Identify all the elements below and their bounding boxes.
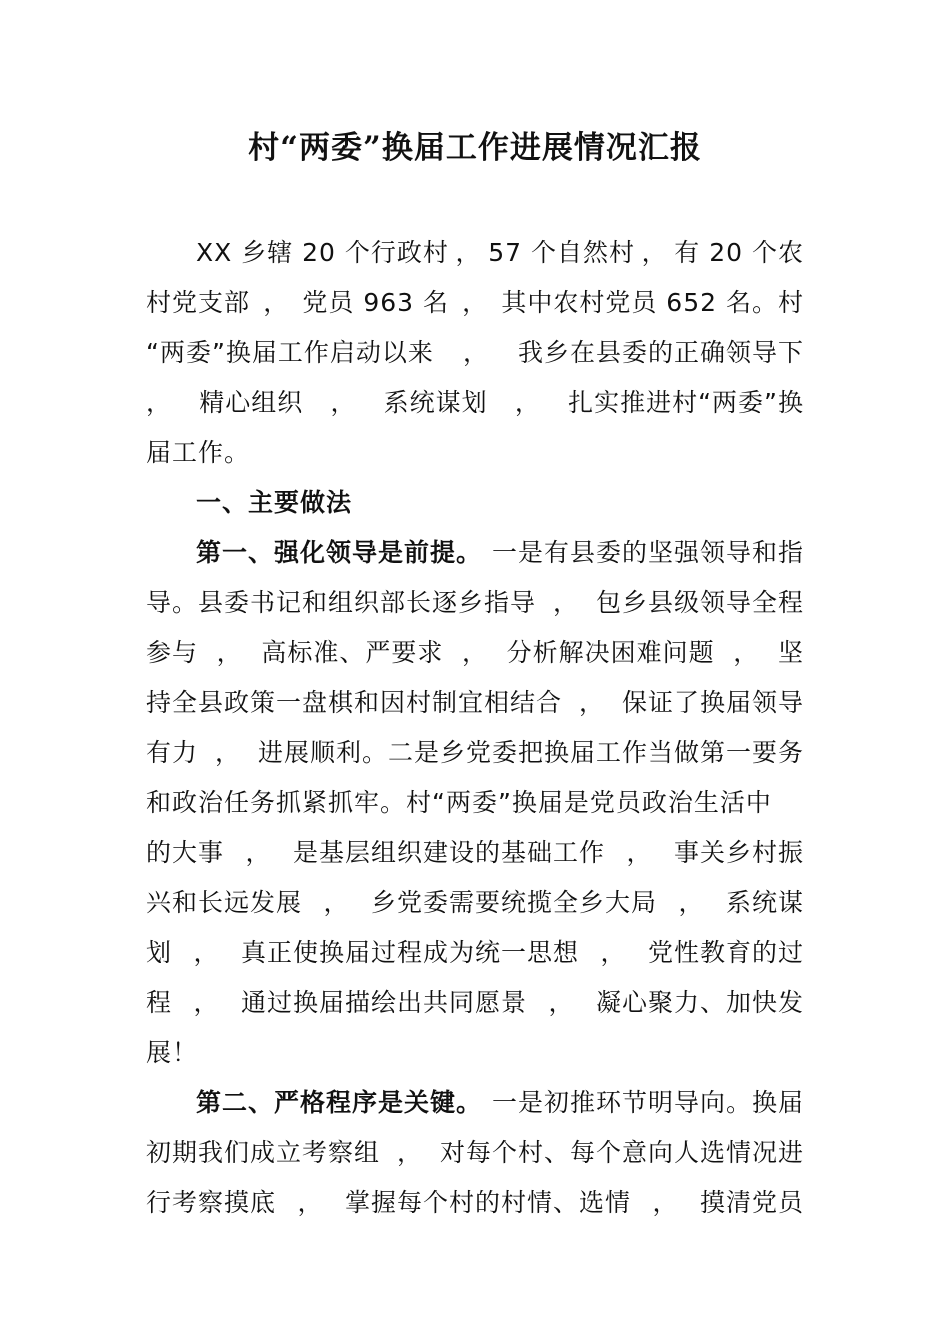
text-segment: 高标准、严要求 [261, 638, 444, 667]
text-segment: 包乡县级领导全程 [595, 588, 804, 617]
text-segment: 程 [146, 988, 173, 1017]
text-segment: ， [193, 988, 220, 1017]
text-segment: 掌握每个村的村情、选情 [344, 1188, 631, 1217]
text-segment: ， [678, 888, 705, 917]
text-line [146, 876, 804, 926]
text-line [146, 376, 804, 426]
text-line [146, 676, 804, 726]
text-segment: ， [245, 838, 272, 867]
text-segment: ， [652, 1188, 679, 1217]
text-line [146, 576, 804, 626]
section-heading [146, 476, 804, 526]
text-segment: 划 [146, 938, 173, 967]
text-segment: 扎实推进村“两委”换 [568, 388, 804, 417]
text-segment: 的大事 [146, 838, 225, 867]
text-segment: XX 乡辖 20 个行政村 [196, 238, 449, 267]
text-segment: ， [578, 688, 605, 717]
text-segment: 事关乡村振 [673, 838, 804, 867]
text-segment: 凝心聚力、加快发 [595, 988, 804, 1017]
text-segment: ， [323, 888, 350, 917]
text-segment: 进展顺利。二是乡党委把换届工作当做第一要务 [257, 738, 804, 767]
text-segment: 真正使换届过程成为统一思想 [240, 938, 579, 967]
text-segment: 是基层组织建设的基础工作 [292, 838, 605, 867]
paragraph-procedure [146, 1076, 804, 1226]
text-segment: 导。县委书记和组织部长逐乡指导 [146, 588, 537, 617]
text-segment: 党性教育的过 [647, 938, 804, 967]
text-segment: 摸清党员 [699, 1188, 804, 1217]
text-segment: 一是有县委的坚强领导和指 [491, 538, 804, 567]
text-segment: ， [455, 238, 482, 267]
text-segment: ， [330, 388, 357, 417]
text-line [146, 626, 804, 676]
text-segment: 兴和长远发展 [146, 888, 303, 917]
text-segment: ， [514, 388, 541, 417]
text-line [146, 276, 804, 326]
section-heading-text: 一、主要做法 [196, 488, 353, 517]
text-segment: ， [297, 1188, 324, 1217]
text-segment: ， [641, 238, 668, 267]
document-title: 村“两委”换届工作进展情况汇报 [248, 130, 702, 166]
text-segment: 精心组织 [199, 388, 304, 417]
text-segment: 和政治任务抓紧抓牢。村“两委”换届是党员政治生活中 [146, 788, 772, 817]
text-segment: 届工作。 [146, 438, 251, 467]
text-segment: ， [146, 388, 173, 417]
intro-paragraph [146, 226, 804, 476]
text-segment: 有力 [146, 738, 199, 767]
text-segment: 初期我们成立考察组 [146, 1138, 381, 1167]
text-line [146, 1126, 804, 1176]
text-segment: 系统谋 [725, 888, 804, 917]
text-segment: 行考察摸底 [146, 1188, 277, 1217]
text-segment: 57 个自然村 [488, 238, 635, 267]
text-segment: 展！ [146, 1038, 199, 1067]
text-segment: 持全县政策一盘棋和因村制宜相结合 [146, 688, 563, 717]
text-line [146, 326, 804, 376]
text-line [146, 776, 804, 826]
text-segment: ， [626, 838, 653, 867]
text-line [146, 726, 804, 776]
text-line [146, 526, 804, 576]
text-segment: ， [462, 288, 489, 317]
text-segment: 通过换届描绘出共同愿景 [240, 988, 527, 1017]
text-line [146, 1026, 804, 1076]
text-segment: ， [548, 988, 575, 1017]
text-segment: 一是初推环节明导向。换届 [491, 1088, 804, 1117]
text-line [146, 226, 804, 276]
document-body [146, 226, 804, 1226]
text-segment: 有 20 个农 [674, 238, 804, 267]
text-line [146, 1176, 804, 1226]
text-segment: ， [193, 938, 220, 967]
text-segment: ， [263, 288, 290, 317]
text-segment: ， [600, 938, 627, 967]
text-line [146, 926, 804, 976]
text-segment: 其中农村党员 652 名。村 [501, 288, 804, 317]
text-segment: ， [733, 638, 760, 667]
text-segment: 保证了换届领导 [621, 688, 804, 717]
text-segment: 分析解决困难问题 [506, 638, 715, 667]
paragraph-lead: 第一、强化领导是前提。 [196, 538, 483, 567]
text-segment: “两委”换届工作启动以来 [146, 338, 434, 367]
paragraph-lead: 第二、严格程序是关键。 [196, 1088, 483, 1117]
text-segment: ， [214, 738, 241, 767]
text-segment: 系统谋划 [383, 388, 488, 417]
text-segment: ， [396, 1138, 423, 1167]
text-segment: 对每个村、每个意向人选情况进 [439, 1138, 804, 1167]
text-line [146, 976, 804, 1026]
text-segment: 村党支部 [146, 288, 251, 317]
text-segment: 我乡在县委的正确领导下 [517, 338, 804, 367]
text-line [146, 426, 804, 476]
text-segment: ， [461, 638, 488, 667]
paragraph-leadership [146, 526, 804, 1076]
text-segment: 坚 [777, 638, 804, 667]
text-segment: 乡党委需要统揽全乡大局 [370, 888, 657, 917]
text-segment: 党员 963 名 [302, 288, 449, 317]
text-line [146, 826, 804, 876]
text-segment: ， [462, 338, 489, 367]
text-segment: ， [552, 588, 579, 617]
text-segment: ， [216, 638, 243, 667]
text-line [146, 1076, 804, 1126]
text-segment: 参与 [146, 638, 199, 667]
